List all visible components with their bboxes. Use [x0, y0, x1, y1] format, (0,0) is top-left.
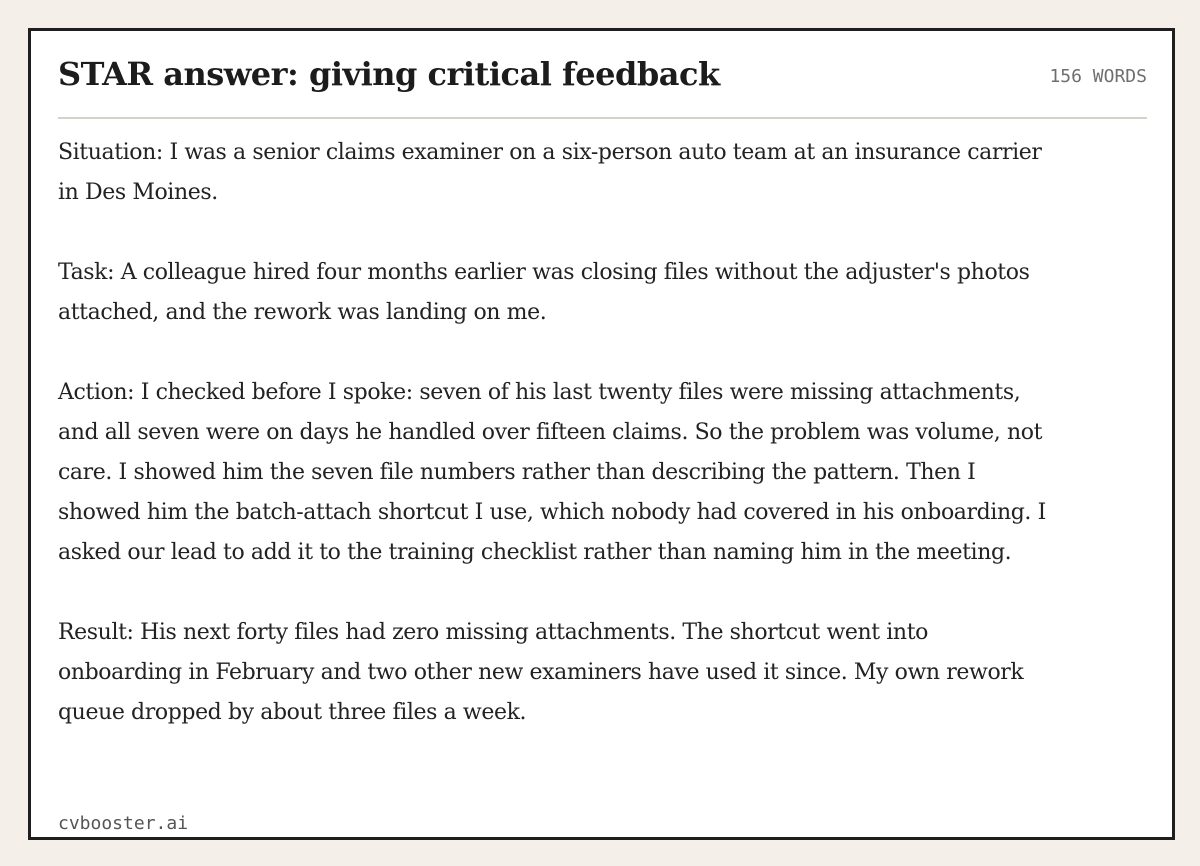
action-paragraph: Action: I checked before I spoke: seven of his last twenty files were missing attachments, and all seven were on days he handled over fifteen claims. So the problem was volume, not care. I showed him the seven file numbers rather than describing the pattern. Then I showed him the batch-attach shortcut I use, which nobody had covered in his onboarding. I asked our lead to add it to the training checklist rather than naming him in the meeting.: [58, 380, 1046, 565]
star-answer-card: [28, 28, 1175, 840]
answer-body: [58, 133, 1048, 773]
card-header: [58, 53, 1147, 119]
word-count-badge: 156 WORDS: [1049, 66, 1147, 87]
brand-footer: cvbooster.ai: [58, 813, 189, 834]
task-paragraph: Task: A colleague hired four months earlier was closing files without the adjuster's photos attached, and the rework was landing on me.: [58, 260, 1030, 325]
situation-paragraph: Situation: I was a senior claims examiner on a six-person auto team at an insurance carrier in Des Moines.: [58, 140, 1042, 205]
result-paragraph: Result: His next forty files had zero missing attachments. The shortcut went into onboarding in February and two other new examiners have used it since. My own rework queue dropped by about three files a week.: [58, 620, 1024, 725]
card-title: STAR answer: giving critical feedback: [58, 55, 720, 93]
